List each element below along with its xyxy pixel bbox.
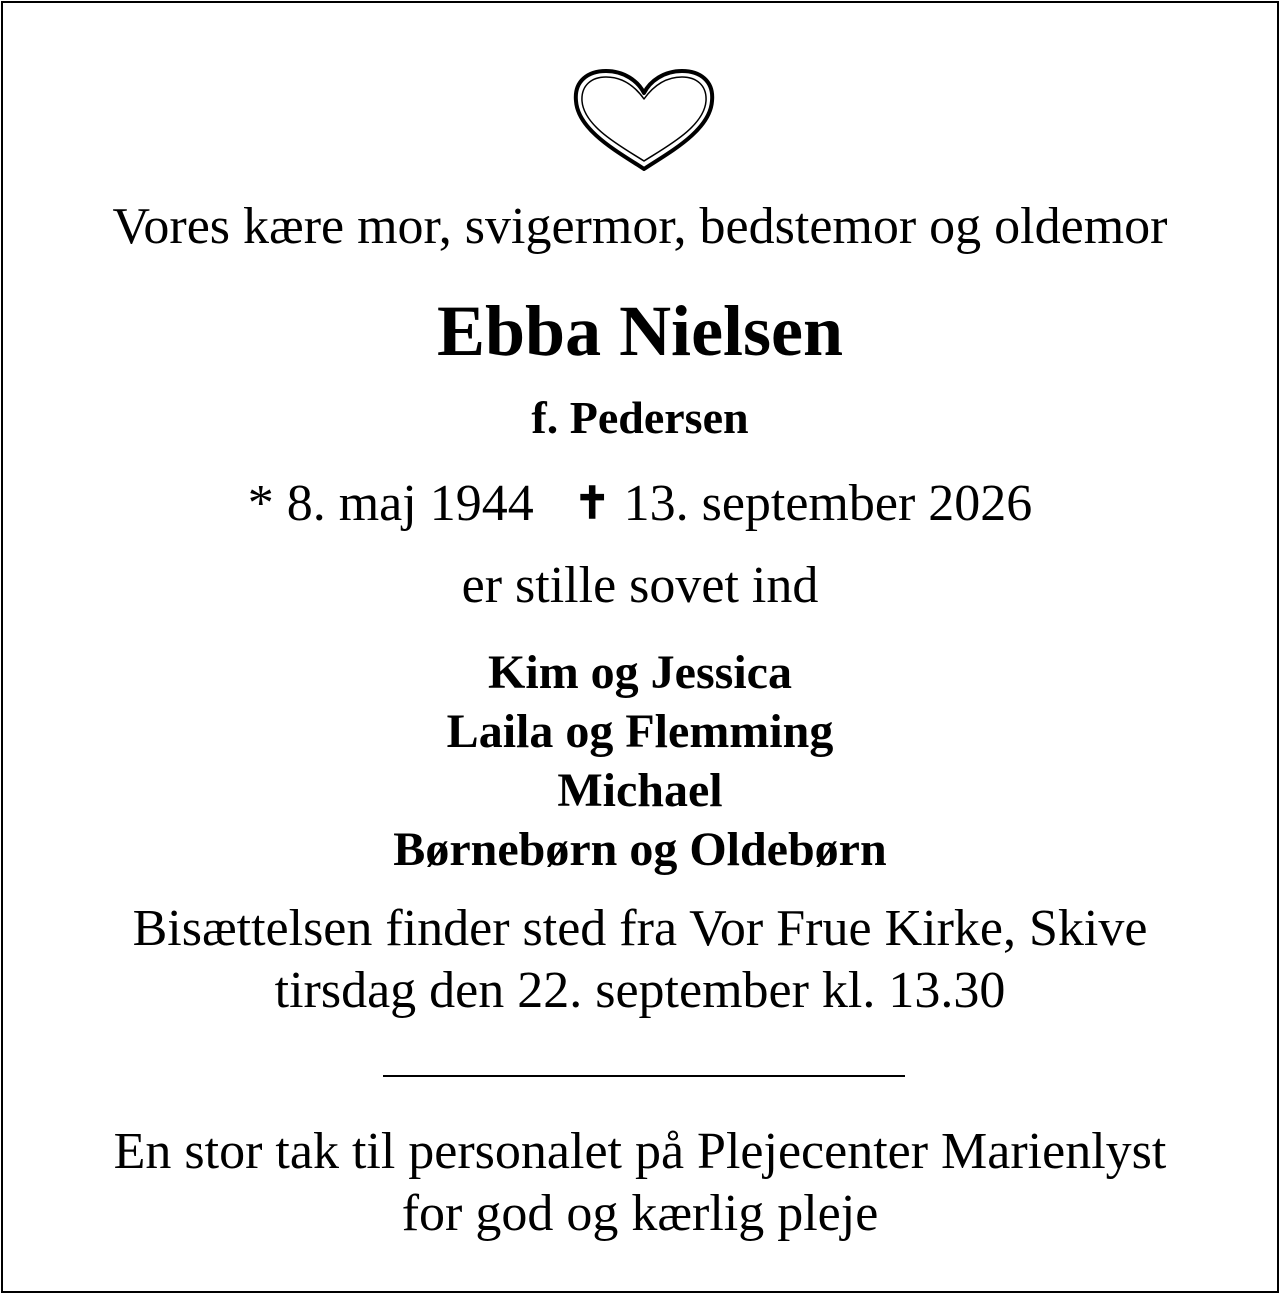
- birth-date: * 8. maj 1944: [247, 475, 534, 532]
- family-member: Kim og Jessica: [488, 646, 792, 699]
- deceased-name: Ebba Nielsen: [436, 291, 844, 371]
- passing-text: er stille sovet ind: [461, 557, 819, 614]
- death-date: 13. september 2026: [623, 475, 1033, 532]
- cross-icon: ✝: [573, 479, 611, 528]
- funeral-time: tirsdag den 22. september kl. 13.30: [274, 962, 1006, 1019]
- life-dates: [3, 473, 1277, 535]
- thanks-line: for god og kærlig pleje: [401, 1185, 879, 1242]
- family-list: [3, 643, 1277, 879]
- intro-text: Vores kære mor, svigermor, bedstemor og oldemor: [112, 198, 1168, 255]
- family-member: Michael: [557, 764, 723, 817]
- thanks-text: [3, 1121, 1277, 1245]
- family-member: Laila og Flemming: [446, 705, 834, 758]
- maiden-name: f. Pedersen: [531, 392, 749, 443]
- funeral-location: Bisættelsen finder sted fra Vor Frue Kirke, Skive: [132, 900, 1148, 957]
- funeral-info: [3, 898, 1277, 1022]
- family-member: Børnebørn og Oldebørn: [393, 823, 887, 876]
- divider-line: [383, 1075, 905, 1077]
- obituary-notice: [1, 1, 1279, 1293]
- heart-outline-icon: [572, 69, 716, 171]
- thanks-line: En stor tak til personalet på Plejecenter Marienlyst: [113, 1123, 1167, 1180]
